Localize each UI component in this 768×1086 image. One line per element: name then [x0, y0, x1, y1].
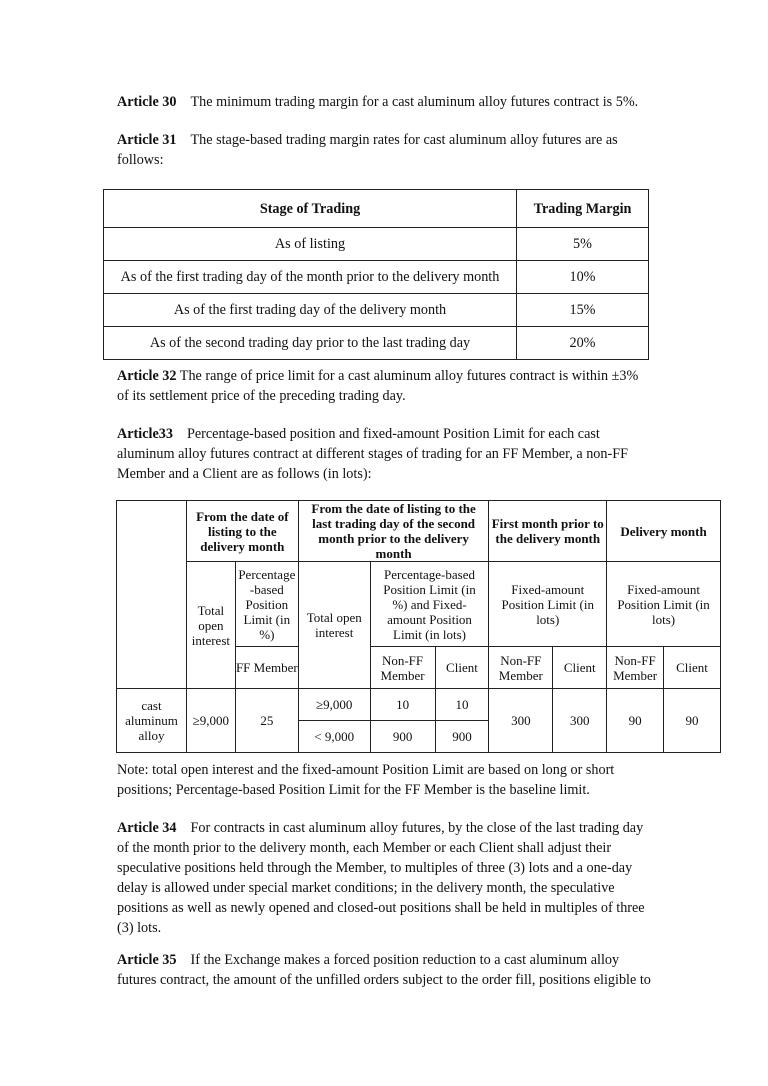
margin-cell: 20%	[517, 327, 649, 360]
article-text: futures contract, the amount of the unfilled orders subject to the order fill, positions eligible to	[117, 972, 651, 988]
value-cell: 90	[664, 689, 721, 753]
column-header: Client	[664, 647, 721, 689]
stage-header: Delivery month	[607, 501, 721, 562]
column-header: Percentage -based Position Limit (in %)	[235, 562, 298, 647]
margin-cell: 5%	[517, 228, 649, 261]
table-header-row	[117, 501, 721, 562]
column-header: Non-FF Member	[489, 647, 553, 689]
value-cell: 900	[435, 721, 489, 753]
stage-cell: As of the first trading day of the delivery month	[104, 294, 517, 327]
article-label: Article 30	[117, 94, 177, 110]
column-header: Fixed-amount Position Limit (in lots)	[489, 562, 607, 647]
article-label: Article 35	[117, 952, 177, 968]
value-cell: 10	[370, 689, 435, 721]
article-text: aluminum alloy futures contract at different stages of trading for an FF Member, a non-FF	[117, 446, 628, 462]
value-cell: 900	[370, 721, 435, 753]
column-header: Total open interest	[186, 562, 235, 689]
value-cell: 10	[435, 689, 489, 721]
article-33	[117, 424, 657, 484]
article-text: Percentage-based position and fixed-amount Position Limit for each cast	[186, 426, 600, 442]
table-note	[117, 760, 657, 800]
table-row	[104, 327, 649, 360]
product-cell: cast aluminum alloy	[117, 689, 187, 753]
article-text: speculative positions held through the Member, to multiples of three (3) lots and a one-day	[117, 860, 633, 876]
column-header: Stage of Trading	[104, 190, 517, 228]
article-32	[117, 366, 657, 406]
column-header: Non-FF Member	[607, 647, 664, 689]
article-label: Article33	[117, 426, 173, 442]
table-row	[104, 228, 649, 261]
article-text: The stage-based trading margin rates for cast aluminum alloy futures are as	[190, 132, 618, 148]
note-text: positions; Percentage-based Position Limit for the FF Member is the baseline limit.	[117, 782, 590, 798]
article-34	[117, 818, 657, 938]
column-header: Percentage-based Position Limit (in %) and Fixed-amount Position Limit (in lots)	[370, 562, 489, 647]
value-cell: ≥9,000	[298, 689, 370, 721]
article-label: Article 32	[117, 368, 177, 384]
article-text: The range of price limit for a cast aluminum alloy futures contract is within ±3%	[179, 368, 639, 384]
stage-cell: As of listing	[104, 228, 517, 261]
article-text: Member and a Client are as follows (in lots):	[117, 466, 372, 482]
margin-table	[103, 189, 649, 360]
margin-cell: 15%	[517, 294, 649, 327]
article-text: For contracts in cast aluminum alloy futures, by the close of the last trading day	[190, 820, 644, 836]
empty-header-cell	[117, 501, 187, 689]
column-header: FF Member	[235, 647, 298, 689]
column-header: Total open interest	[298, 562, 370, 689]
stage-header: First month prior to the delivery month	[489, 501, 607, 562]
column-header: Client	[553, 647, 607, 689]
value-cell: 300	[489, 689, 553, 753]
column-header: Trading Margin	[517, 190, 649, 228]
stage-cell: As of the first trading day of the month prior to the delivery month	[104, 261, 517, 294]
value-cell: 90	[607, 689, 664, 753]
stage-cell: As of the second trading day prior to the last trading day	[104, 327, 517, 360]
value-cell: 25	[235, 689, 298, 753]
article-label: Article 31	[117, 132, 177, 148]
column-header: Fixed-amount Position Limit (in lots)	[607, 562, 721, 647]
article-text: of the month prior to the delivery month, each Member or each Client shall adjust their	[117, 840, 612, 856]
article-text: positions as well as newly opened and closed-out positions shall be held in multiples of three	[117, 900, 645, 916]
article-label: Article 34	[117, 820, 177, 836]
column-header: Client	[435, 647, 489, 689]
margin-cell: 10%	[517, 261, 649, 294]
value-cell: ≥9,000	[186, 689, 235, 753]
article-30	[117, 92, 657, 112]
article-text: (3) lots.	[117, 920, 162, 936]
article-text: of its settlement price of the preceding trading day.	[117, 388, 406, 404]
value-cell: < 9,000	[298, 721, 370, 753]
article-text: delay is allowed under special market conditions; in the delivery month, the speculative	[117, 880, 615, 896]
note-text: Note: total open interest and the fixed-amount Position Limit are based on long or short	[117, 762, 615, 778]
article-text: The minimum trading margin for a cast aluminum alloy futures contract is 5%.	[190, 94, 639, 110]
table-header-row	[117, 562, 721, 647]
article-31	[117, 130, 657, 170]
stage-header: From the date of listing to the last trading day of the second month prior to the delivery month	[298, 501, 489, 562]
table-row	[104, 261, 649, 294]
article-text: follows:	[117, 152, 164, 168]
position-limit-table	[116, 500, 721, 753]
value-cell: 300	[553, 689, 607, 753]
article-35	[117, 950, 657, 990]
table-header-row	[104, 190, 649, 228]
table-row	[104, 294, 649, 327]
table-row	[117, 689, 721, 721]
article-text: If the Exchange makes a forced position reduction to a cast aluminum alloy	[190, 952, 620, 968]
stage-header: From the date of listing to the delivery month	[186, 501, 298, 562]
column-header: Non-FF Member	[370, 647, 435, 689]
